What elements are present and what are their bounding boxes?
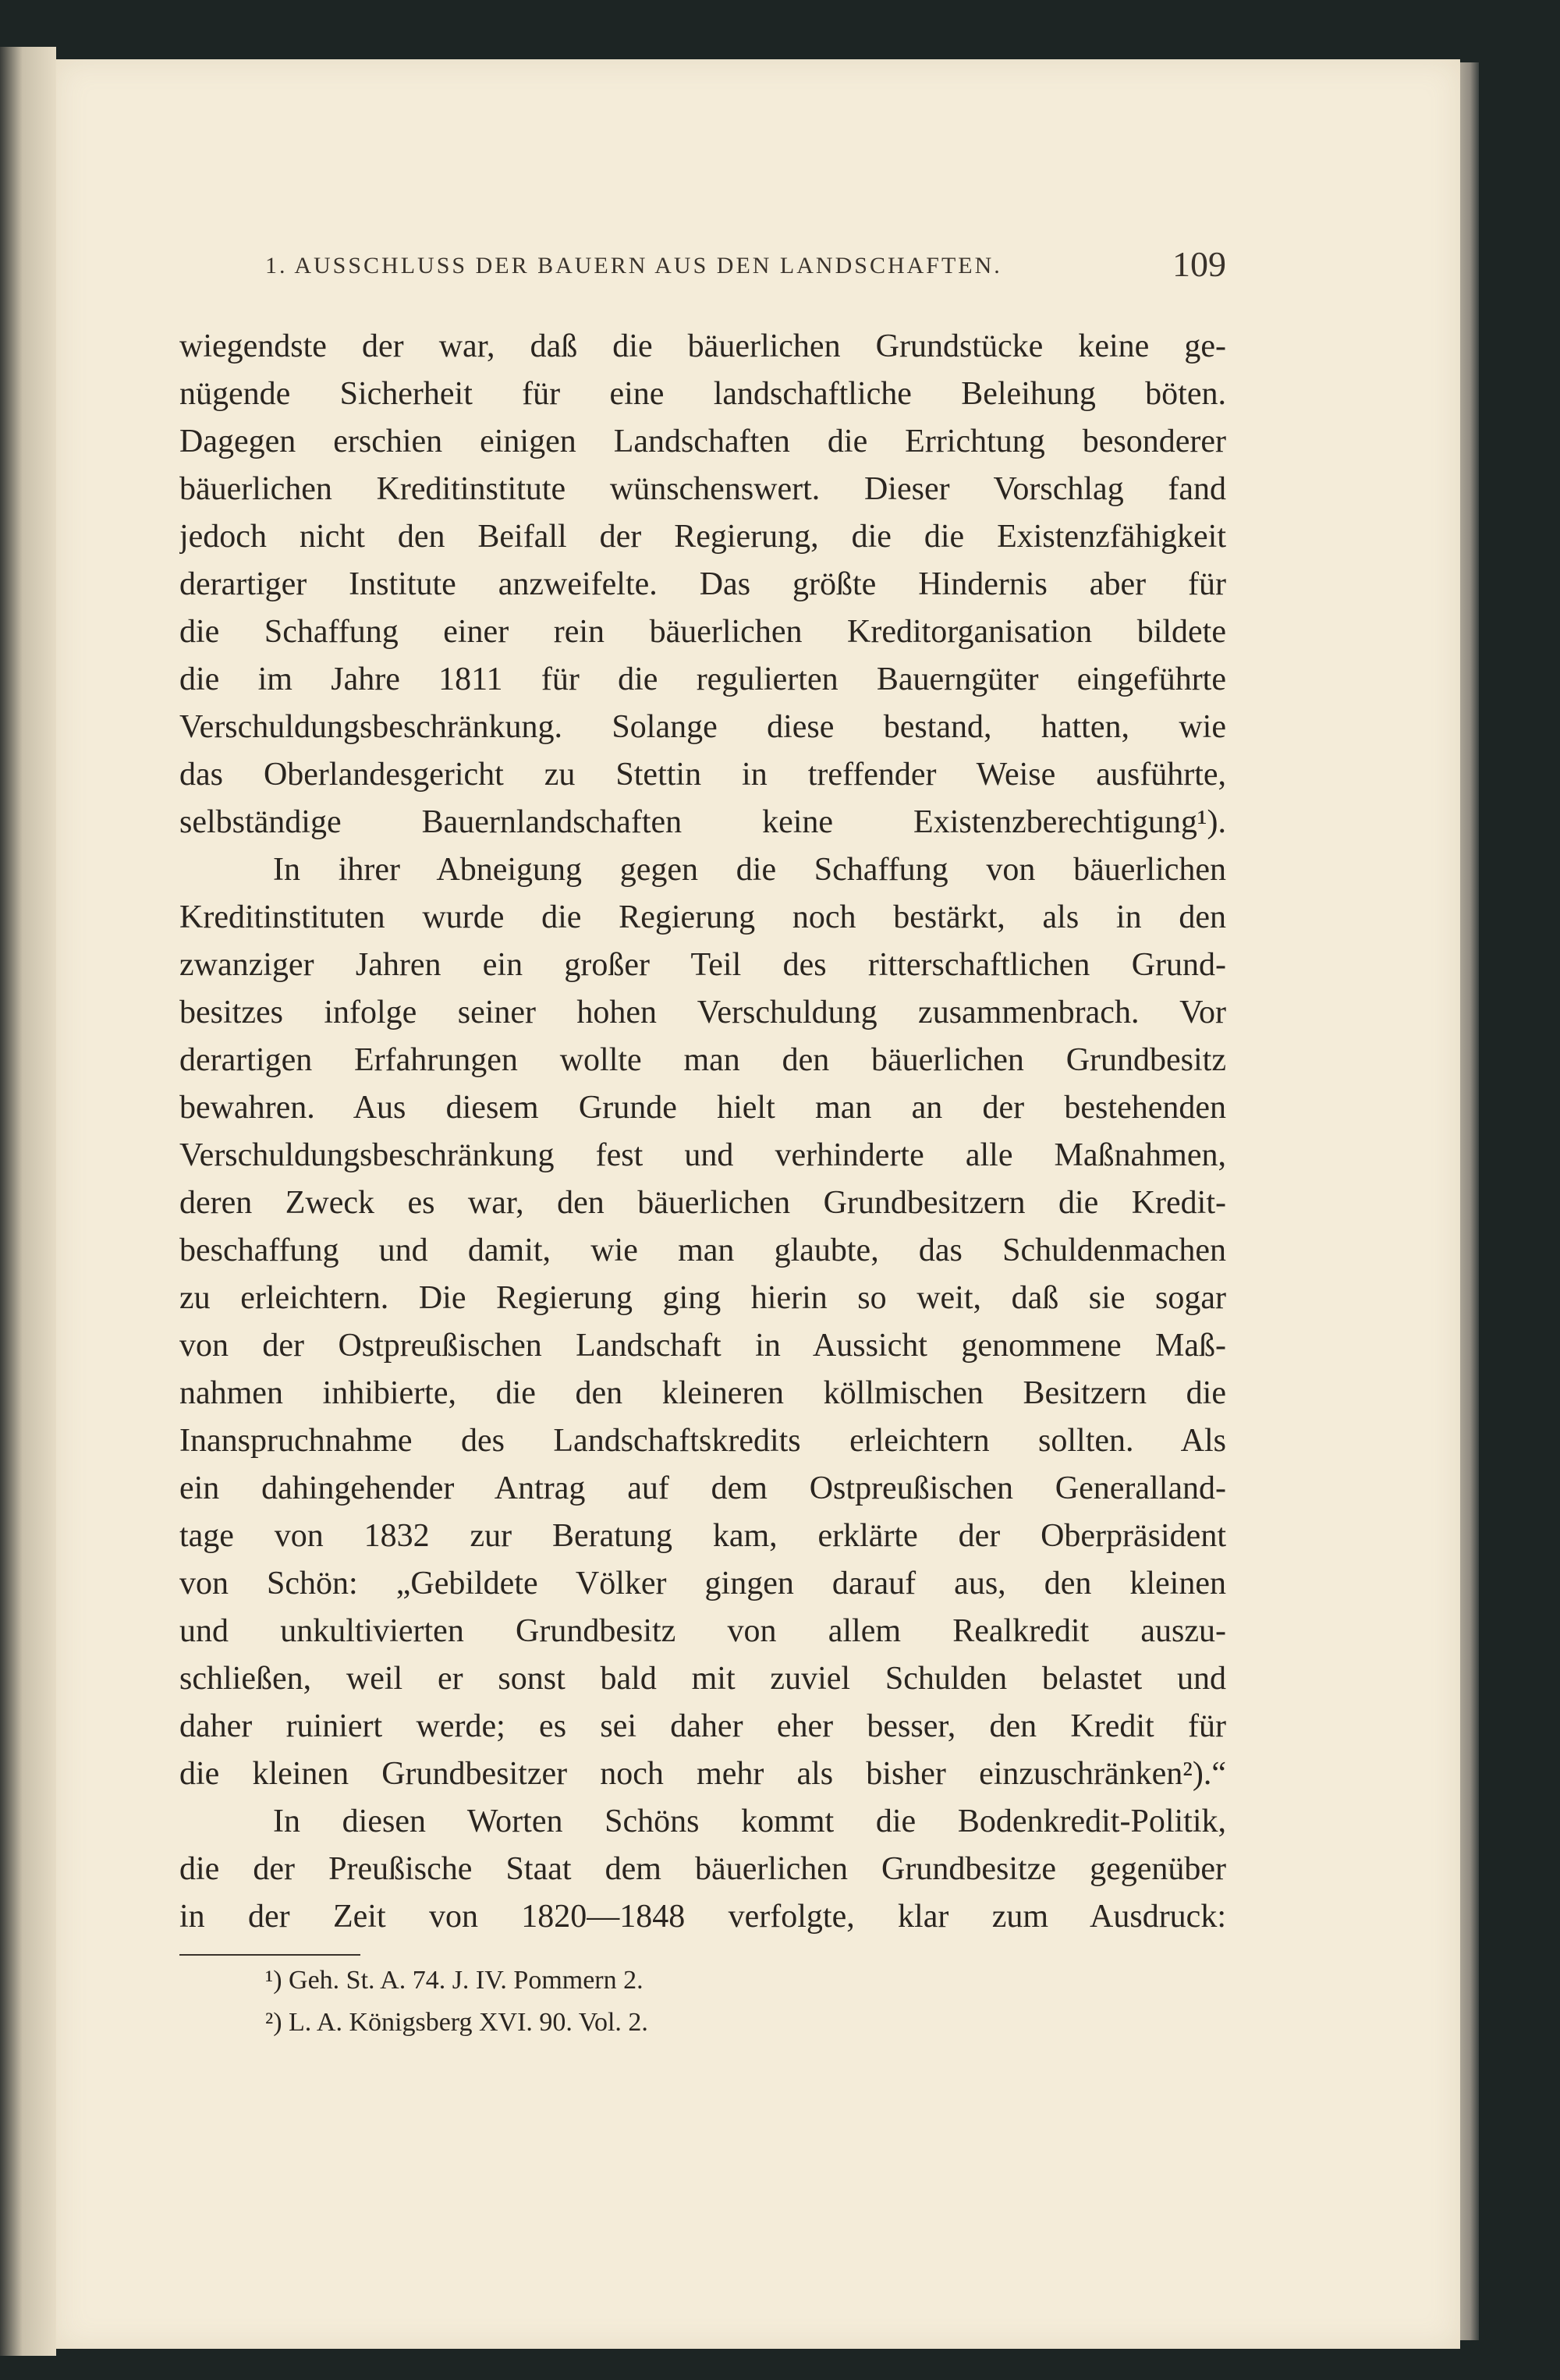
running-header-title: 1. AUSSCHLUSS DER BAUERN AUS DEN LANDSCHAFTEN. — [265, 253, 1002, 278]
text-line: Verschuldungsbeschränkung. Solange diese bestand, hatten, wie — [179, 709, 1226, 745]
paragraph-start-line: In ihrer Abneigung gegen die Schaffung von bäuerlichen — [273, 852, 1226, 888]
footnote-1: ¹) Geh. St. A. 74. J. IV. Pommern 2. — [265, 1966, 644, 1995]
text-line: die kleinen Grundbesitzer noch mehr als bisher einzuschränken²).“ — [179, 1756, 1226, 1792]
text-line: von Schön: „Gebildete Völker gingen darauf aus, den kleinen — [179, 1566, 1226, 1601]
text-line: Verschuldungsbeschränkung fest und verhinderte alle Maßnahmen, — [179, 1137, 1226, 1173]
text-line: von der Ostpreußischen Landschaft in Aussicht genommene Maß- — [179, 1328, 1226, 1364]
text-line: in der Zeit von 1820—1848 verfolgte, klar zum Ausdruck: — [179, 1899, 1226, 1935]
text-line: beschaffung und damit, wie man glaubte, das Schuldenmachen — [179, 1233, 1226, 1268]
page-number: 109 — [1172, 244, 1226, 284]
text-line: zu erleichtern. Die Regierung ging hierin so weit, daß sie sogar — [179, 1280, 1226, 1316]
text-line: die Schaffung einer rein bäuerlichen Kreditorganisation bildete — [179, 614, 1226, 650]
paragraph-start-line: In diesen Worten Schöns kommt die Bodenkredit-Politik, — [273, 1804, 1226, 1839]
text-line: das Oberlandesgericht zu Stettin in treffender Weise ausführte, — [179, 757, 1226, 793]
text-line: derartigen Erfahrungen wollte man den bäuerlichen Grundbesitz — [179, 1042, 1226, 1078]
text-line: daher ruiniert werde; es sei daher eher besser, den Kredit für — [179, 1708, 1226, 1744]
text-line: zwanziger Jahren ein großer Teil des ritterschaftlichen Grund- — [179, 947, 1226, 983]
facing-page-edge — [0, 47, 56, 2356]
running-header — [265, 243, 1226, 287]
text-line: nügende Sicherheit für eine landschaftliche Beleihung böten. — [179, 376, 1226, 412]
text-line: derartiger Institute anzweifelte. Das größte Hindernis aber für — [179, 566, 1226, 602]
text-line: die der Preußische Staat dem bäuerlichen Grundbesitze gegenüber — [179, 1851, 1226, 1887]
text-line: ein dahingehender Antrag auf dem Ostpreußischen Generalland- — [179, 1470, 1226, 1506]
text-line: Inanspruchnahme des Landschaftskredits erleichtern sollten. Als — [179, 1423, 1226, 1459]
text-line: und unkultivierten Grundbesitz von allem Realkredit auszu- — [179, 1613, 1226, 1649]
footnotes — [265, 1960, 648, 2044]
text-line: deren Zweck es war, den bäuerlichen Grundbesitzern die Kredit- — [179, 1185, 1226, 1221]
text-line: Dagegen erschien einigen Landschaften die Errichtung besonderer — [179, 424, 1226, 459]
text-line: jedoch nicht den Beifall der Regierung, die die Existenzfähigkeit — [179, 519, 1226, 555]
text-line: schließen, weil er sonst bald mit zuviel Schulden belastet und — [179, 1661, 1226, 1697]
text-line: tage von 1832 zur Beratung kam, erklärte der Oberpräsident — [179, 1518, 1226, 1554]
text-line: bäuerlichen Kreditinstitute wünschenswert. Dieser Vorschlag fand — [179, 471, 1226, 507]
text-line: Kreditinstituten wurde die Regierung noch bestärkt, als in den — [179, 899, 1226, 935]
body-text — [179, 323, 1226, 1941]
text-line: selbständige Bauernlandschaften keine Existenzberechtigung¹). — [179, 804, 1226, 840]
text-line: die im Jahre 1811 für die regulierten Bauerngüter eingeführte — [179, 662, 1226, 697]
footnote-2: ²) L. A. Königsberg XVI. 90. Vol. 2. — [265, 2008, 648, 2037]
footnote-divider — [179, 1954, 360, 1956]
text-line: bewahren. Aus diesem Grunde hielt man an der bestehenden — [179, 1090, 1226, 1126]
text-line: wiegendste der war, daß die bäuerlichen Grundstücke keine ge- — [179, 328, 1226, 364]
text-line: nahmen inhibierte, die den kleineren köllmischen Besitzern die — [179, 1375, 1226, 1411]
text-line: besitzes infolge seiner hohen Verschuldung zusammenbrach. Vor — [179, 995, 1226, 1030]
